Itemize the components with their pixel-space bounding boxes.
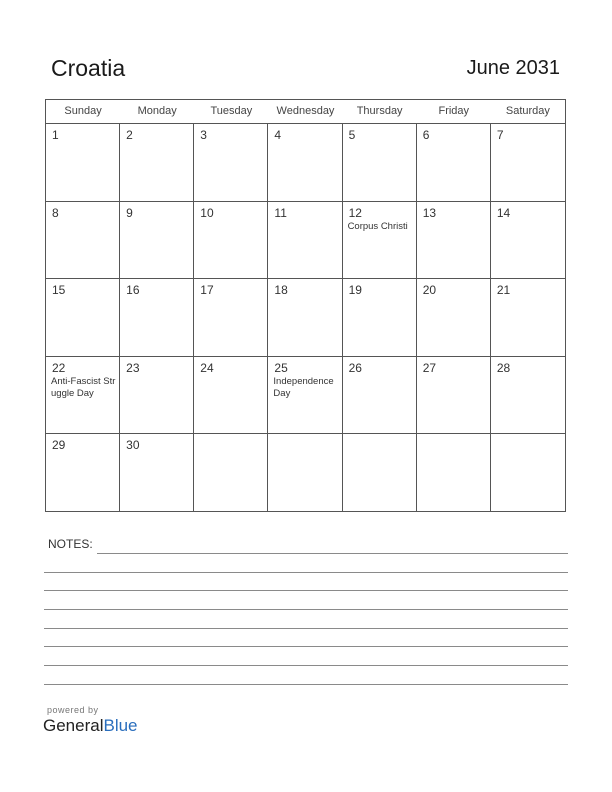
day-number: 6: [422, 128, 430, 142]
day-cell[interactable]: [343, 202, 417, 280]
day-number: 11: [274, 205, 287, 220]
day-number: 14: [496, 205, 511, 220]
day-number: 23: [126, 360, 140, 375]
country-title: Croatia: [51, 55, 126, 81]
note-line[interactable]: [44, 572, 568, 573]
brand-blue: Blue: [103, 716, 138, 735]
powered-by-text: powered by: [47, 705, 99, 715]
day-cell[interactable]: [268, 279, 342, 357]
day-number: 17: [200, 283, 214, 298]
day-cell[interactable]: [491, 202, 565, 280]
day-cell[interactable]: [268, 124, 342, 202]
day-cell[interactable]: [491, 124, 565, 202]
holiday-label: Anti-Fascist Struggle Day: [51, 375, 116, 399]
day-number: 19: [348, 283, 362, 298]
day-number: 15: [52, 283, 66, 298]
generalblue-logo: [43, 716, 138, 736]
day-cell[interactable]: [417, 434, 491, 512]
day-cell[interactable]: [120, 434, 194, 512]
day-cell[interactable]: [194, 279, 268, 357]
day-cell[interactable]: [120, 279, 194, 357]
note-line[interactable]: [44, 684, 568, 685]
day-cell[interactable]: [120, 202, 194, 280]
day-number: 1: [52, 128, 59, 142]
weekday-header-row: [46, 100, 565, 124]
day-cell[interactable]: [343, 279, 417, 357]
weekday-tuesday: Tuesday: [210, 105, 253, 117]
day-number: 13: [422, 205, 437, 220]
day-cell[interactable]: [120, 357, 194, 435]
day-cell[interactable]: [491, 357, 565, 435]
day-cell[interactable]: [417, 357, 491, 435]
brand-general: General: [43, 716, 104, 735]
day-number: 22: [52, 360, 66, 375]
day-number: 9: [126, 205, 133, 220]
day-number: 10: [200, 205, 214, 220]
day-cell[interactable]: [268, 202, 342, 280]
day-cell[interactable]: [491, 279, 565, 357]
day-cell[interactable]: [417, 279, 491, 357]
day-cell[interactable]: [417, 202, 491, 280]
day-cell[interactable]: [343, 434, 417, 512]
day-number: 12: [348, 205, 362, 220]
day-number: 4: [274, 128, 282, 142]
note-line[interactable]: [44, 646, 568, 647]
day-number: 25: [274, 360, 288, 375]
day-number: 24: [200, 360, 214, 375]
day-number: 7: [496, 128, 504, 142]
day-cell[interactable]: [120, 124, 194, 202]
day-cell[interactable]: [46, 279, 120, 357]
day-cell[interactable]: [194, 124, 268, 202]
weekday-thursday: Thursday: [356, 105, 403, 117]
weekday-friday: Friday: [438, 105, 470, 117]
day-cell[interactable]: [343, 357, 417, 435]
day-cell[interactable]: [46, 202, 120, 280]
day-cell[interactable]: [46, 124, 120, 202]
day-cell[interactable]: [194, 202, 268, 280]
calendar-grid: [45, 99, 566, 512]
note-line[interactable]: [44, 665, 568, 666]
day-cell[interactable]: [491, 434, 565, 512]
day-number: 28: [496, 360, 511, 375]
day-number: 29: [52, 438, 66, 453]
day-number: 27: [422, 360, 437, 375]
weekday-wednesday: Wednesday: [276, 105, 335, 117]
day-cell[interactable]: [343, 124, 417, 202]
day-cell[interactable]: [46, 357, 120, 435]
note-line[interactable]: [44, 590, 568, 591]
day-number: 26: [348, 360, 362, 375]
holiday-label: Independence Day: [273, 375, 334, 399]
day-cell[interactable]: [417, 124, 491, 202]
day-number: 8: [52, 205, 59, 220]
note-line[interactable]: [44, 609, 568, 610]
weekday-monday: Monday: [137, 105, 177, 117]
day-cell[interactable]: [194, 434, 268, 512]
holiday-label: Corpus Christi: [347, 220, 408, 232]
day-number: 16: [126, 283, 140, 298]
day-cell[interactable]: [268, 357, 342, 435]
day-number: 18: [274, 283, 288, 298]
day-cell[interactable]: [194, 357, 268, 435]
notes-label: NOTES:: [48, 537, 93, 551]
month-year-title: June 2031: [466, 57, 560, 79]
weekday-saturday: Saturday: [505, 105, 550, 117]
day-cell[interactable]: [46, 434, 120, 512]
day-number: 30: [126, 438, 140, 453]
day-number: 3: [200, 128, 207, 142]
day-number: 2: [126, 128, 133, 142]
note-line[interactable]: [97, 553, 568, 554]
day-number: 21: [496, 283, 511, 298]
day-cell[interactable]: [268, 434, 342, 512]
day-number: 5: [348, 128, 356, 142]
day-number: 20: [422, 283, 437, 298]
note-line[interactable]: [44, 628, 568, 629]
weekday-sunday: Sunday: [64, 105, 102, 117]
